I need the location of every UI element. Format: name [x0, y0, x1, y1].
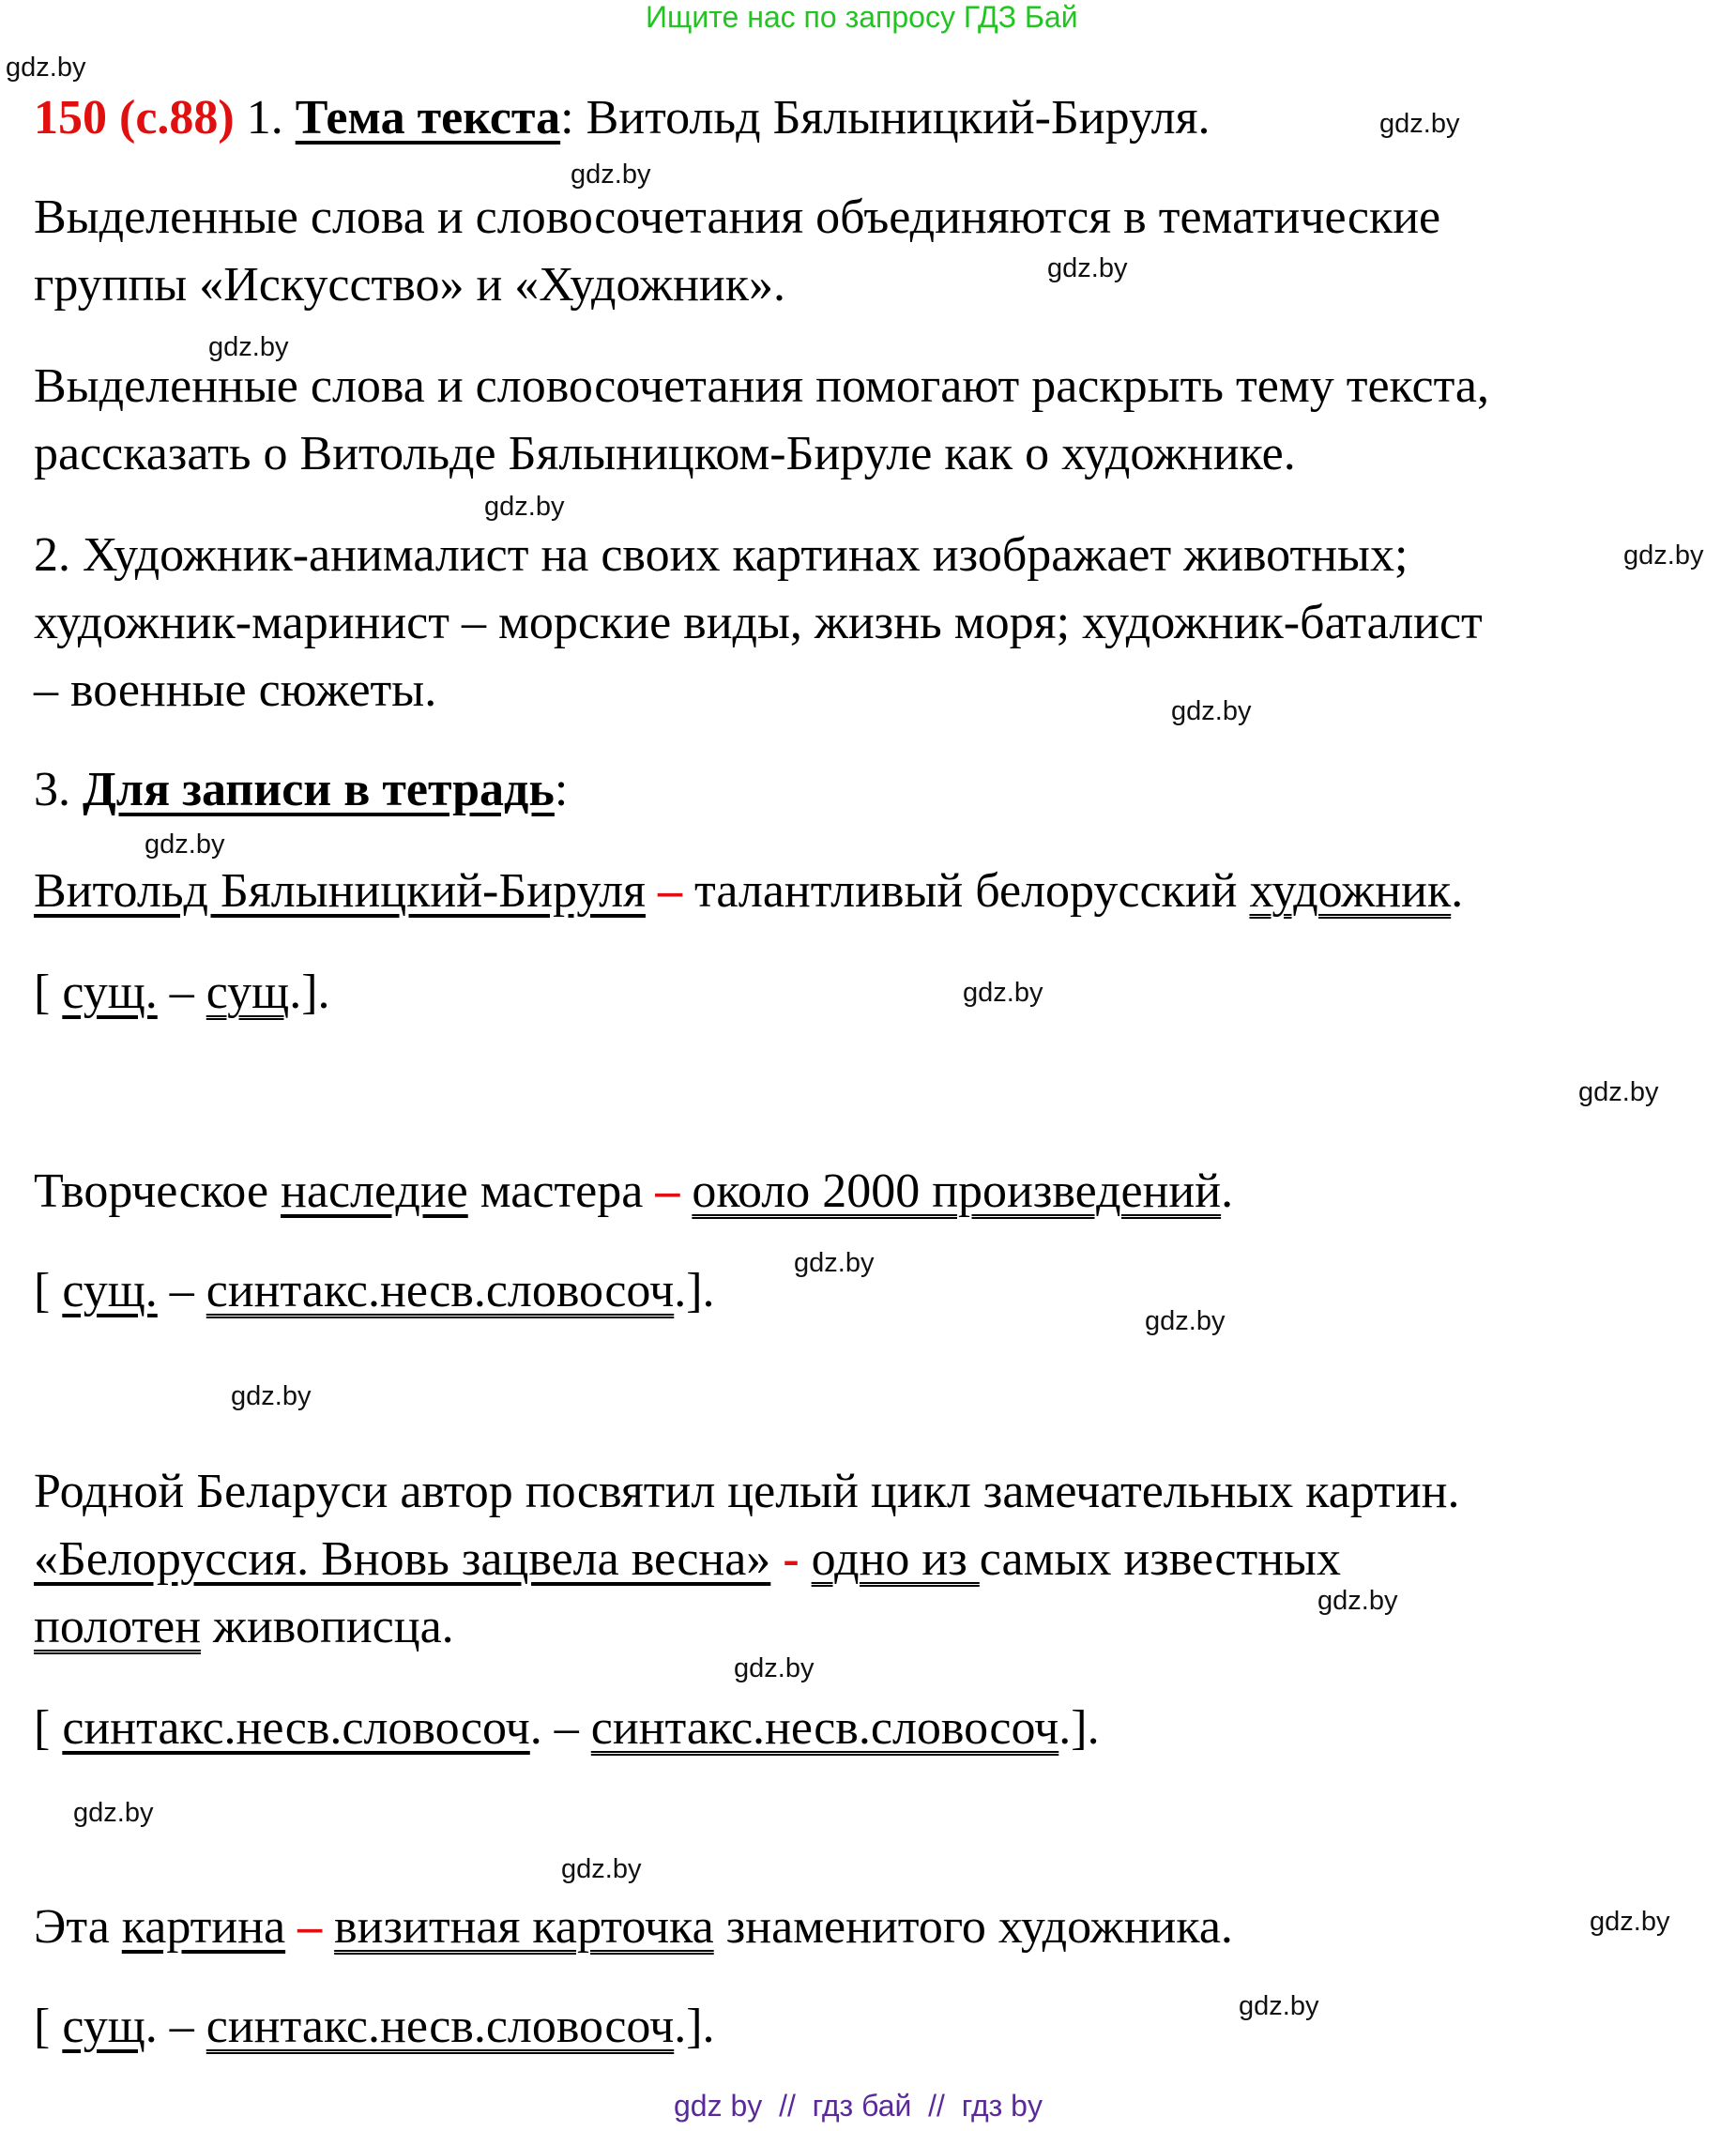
predicate-part: полотен [34, 1600, 202, 1653]
bracket: .]. [289, 966, 330, 1019]
bracket: [ [34, 1264, 63, 1317]
watermark: gdz.by [1578, 1077, 1659, 1107]
modifier: мастера [467, 1164, 656, 1218]
para1-line1: Выделенные слова и словосочетания объединяются в тематические [34, 190, 1441, 244]
colon: : [554, 763, 569, 816]
watermark: gdz.by [1145, 1306, 1226, 1336]
scheme-3 [34, 1700, 1100, 1757]
subject: «Белоруссия. Вновь зацвела весна» [34, 1532, 771, 1586]
watermark: gdz.by [231, 1381, 312, 1411]
watermark: gdz.by [794, 1248, 875, 1278]
scheme-2 [34, 1263, 715, 1319]
scheme-dash: – [157, 1264, 206, 1317]
item3-number: 3. [34, 763, 83, 816]
scheme-subject: синтакс.несв.словосоч [62, 1701, 530, 1755]
watermark: gdz.by [145, 830, 225, 860]
scheme-subject: сущ. [62, 966, 158, 1019]
watermark: gdz.by [6, 53, 86, 83]
dash: – [655, 1164, 680, 1218]
period: . [1451, 864, 1464, 918]
subject: картина [121, 1900, 286, 1954]
watermark: gdz.by [208, 332, 289, 362]
bracket: .]. [674, 2000, 715, 2053]
item2-line2: художник-маринист – морские виды, жизнь моря; художник-баталист [34, 596, 1483, 649]
subject: наследие [281, 1164, 468, 1218]
modifier: живописца. [201, 1600, 454, 1653]
scheme-predicate: сущ [206, 966, 290, 1019]
scheme-dash: – [157, 966, 206, 1019]
sentence-2 [34, 1164, 1233, 1220]
scheme-predicate: синтакс.несв.словосоч [590, 1701, 1059, 1755]
scheme-4 [34, 1999, 715, 2055]
theme-value: Витольд Бялыницкий-Бируля. [573, 91, 1211, 145]
item1-number: 1. [246, 91, 283, 145]
watermark: gdz.by [1171, 696, 1252, 726]
period: . [1221, 1164, 1234, 1218]
scheme-subject: сущ [62, 2000, 145, 2053]
predicate-part: одно из [811, 1532, 980, 1586]
dash: – [297, 1900, 323, 1954]
scheme-predicate: синтакс.несв.словосоч [206, 1264, 675, 1317]
watermark: gdz.by [963, 978, 1043, 1008]
bracket: .]. [674, 1264, 715, 1317]
sentence-3-cont [34, 1599, 454, 1655]
watermark: gdz.by [561, 1854, 642, 1884]
item2-line1: 2. Художник-анималист на своих картинах изображает животных; [34, 528, 1409, 582]
watermark: gdz.by [1590, 1907, 1670, 1937]
site-search-banner: Ищите нас по запросу ГДЗ Бай [646, 0, 1078, 34]
subject: Витольд Бялыницкий-Бируля [34, 864, 646, 918]
scheme-subject: сущ. [62, 1264, 158, 1317]
predicate: около 2000 произведений [692, 1164, 1222, 1218]
watermark: gdz.by [484, 492, 565, 522]
watermark: gdz.by [1623, 540, 1704, 571]
para2-line2: рассказать о Витольде Бялыницком-Бируле как о художнике. [34, 427, 1296, 480]
modifier: талантливый белорусский [693, 864, 1238, 918]
sentence-3-intro: Родной Беларуси автор посвятил целый цикл замечательных картин. [34, 1465, 1460, 1518]
item3-heading [34, 762, 568, 818]
watermark: gdz.by [1047, 253, 1128, 283]
modifier: самых известных [979, 1532, 1341, 1586]
watermark: gdz.by [1379, 109, 1460, 139]
para1-line2: группы «Искусство» и «Художник». [34, 258, 786, 312]
bracket: [ [34, 2000, 63, 2053]
item2-line3: – военные сюжеты. [34, 663, 437, 717]
scheme-dash: . – [145, 2000, 206, 2053]
task-heading [34, 90, 1211, 146]
theme-label: Тема текста [295, 91, 561, 145]
bracket: [ [34, 1701, 63, 1755]
modifier: Творческое [34, 1164, 282, 1218]
watermark: gdz.by [73, 1798, 154, 1828]
modifier: Эта [34, 1900, 122, 1954]
scheme-predicate: синтакс.несв.словосоч [206, 2000, 675, 2053]
modifier: знаменитого художника. [713, 1900, 1233, 1954]
sentence-3 [34, 1531, 1341, 1588]
predicate: визитная карточка [334, 1900, 714, 1954]
watermark: gdz.by [1239, 1991, 1319, 2021]
sentence-4 [34, 1899, 1233, 1956]
dash: - [783, 1532, 799, 1586]
dash: – [657, 864, 682, 918]
footer-links[interactable]: gdz by // гдз бай // гдз by [674, 2089, 1043, 2123]
watermark: gdz.by [734, 1653, 815, 1683]
bracket: [ [34, 966, 63, 1019]
task-number: 150 (с.88) [34, 91, 235, 145]
sentence-1 [34, 863, 1463, 920]
para2-line1: Выделенные слова и словосочетания помогают раскрыть тему текста, [34, 359, 1490, 413]
watermark: gdz.by [571, 160, 651, 190]
notebook-label: Для записи в тетрадь [83, 763, 555, 816]
colon: : [560, 91, 574, 145]
scheme-1 [34, 965, 330, 1021]
watermark: gdz.by [1317, 1586, 1398, 1616]
scheme-dash: . – [529, 1701, 591, 1755]
predicate: художник [1249, 864, 1452, 918]
bracket: .]. [1058, 1701, 1100, 1755]
